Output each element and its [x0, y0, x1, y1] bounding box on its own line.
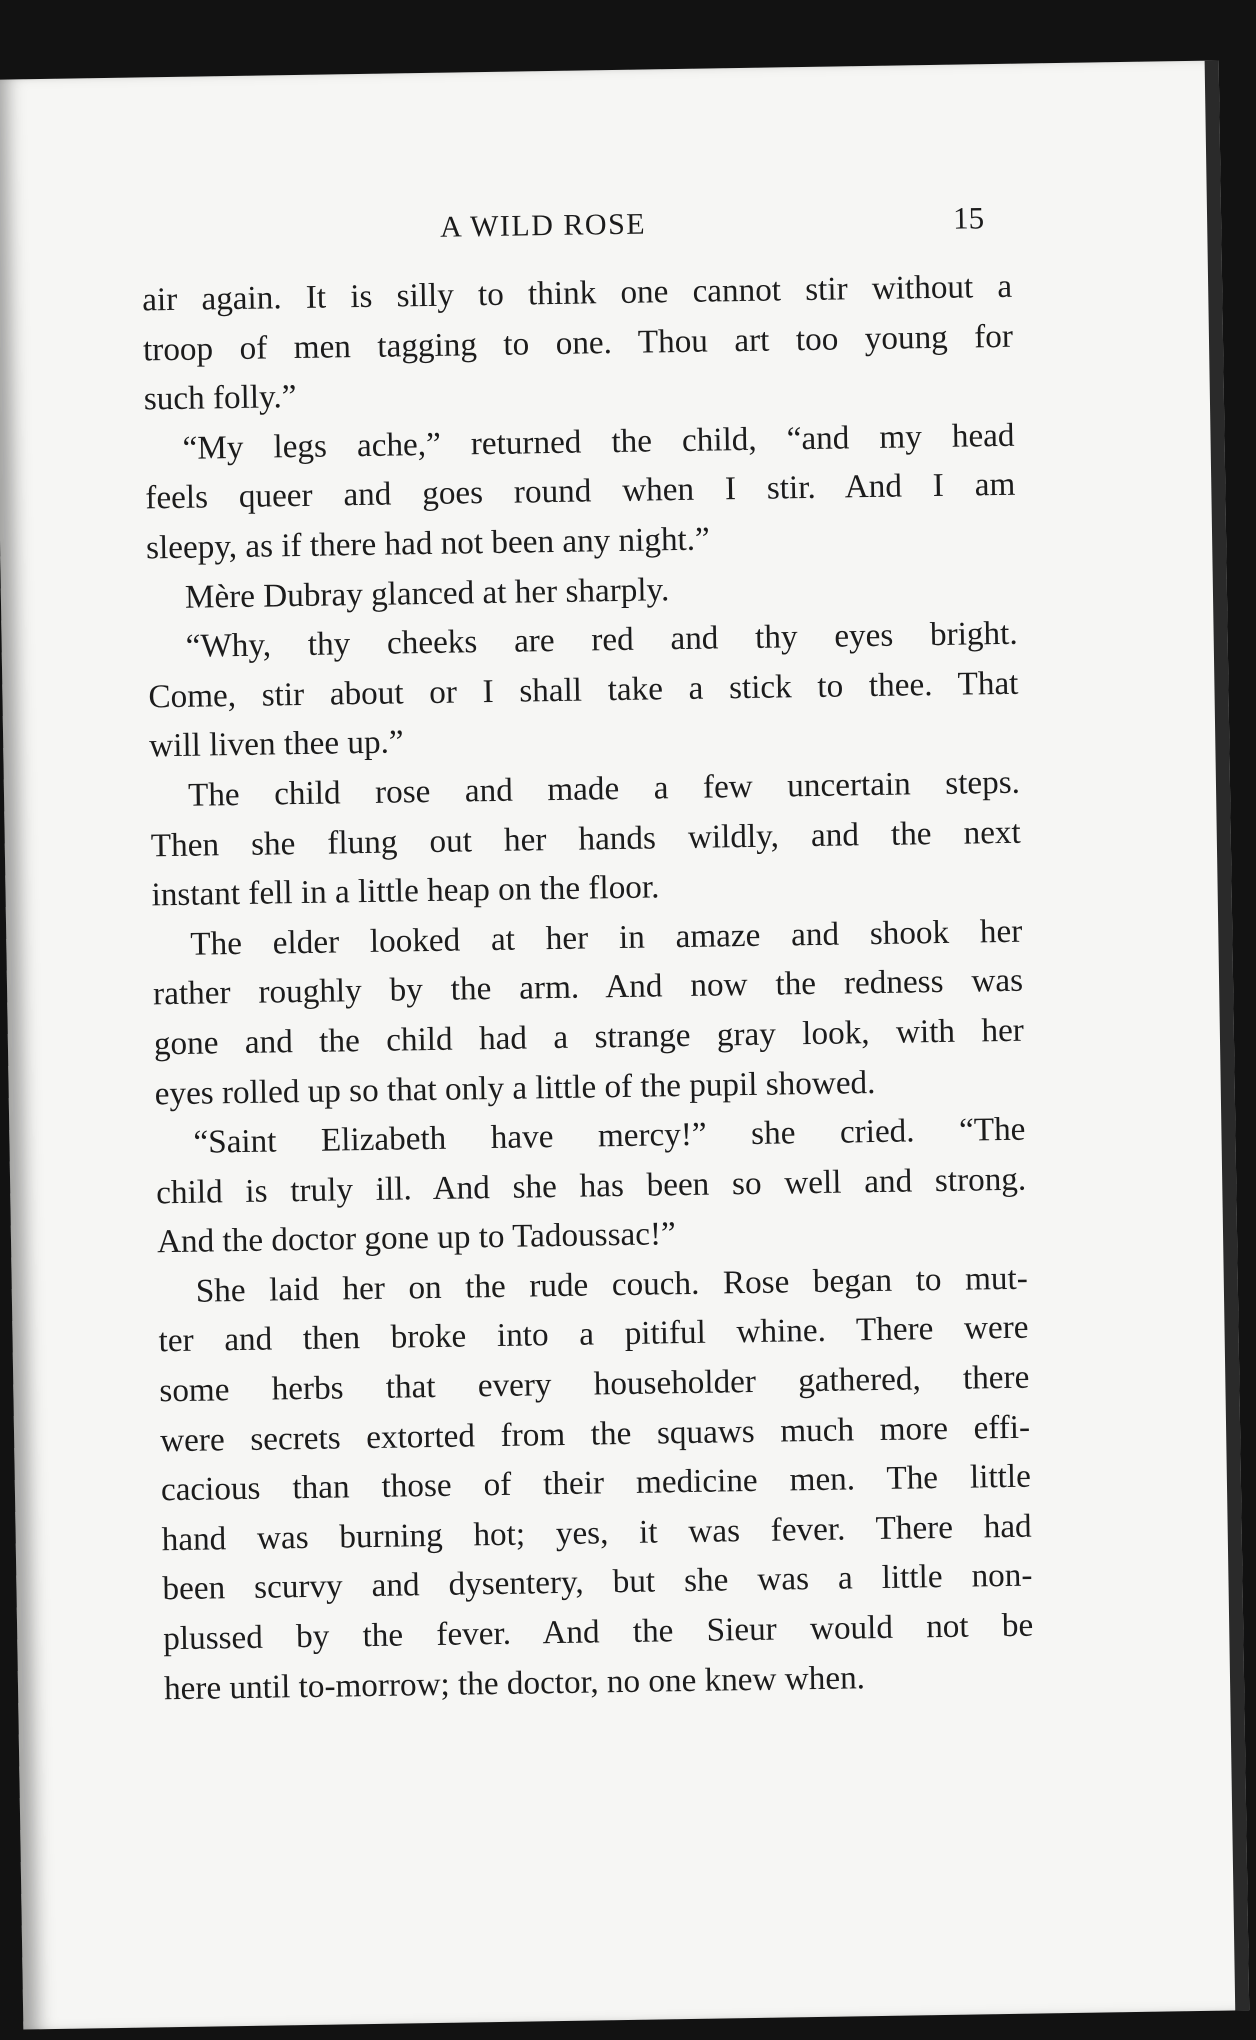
text-line: And the doctor gone up to Tadoussac!” — [156, 1215, 676, 1261]
text-line: here until to-morrow; the doctor, no one knew when. — [163, 1658, 866, 1707]
text-line: She laid her on the rude couch. Rose began to mut- — [195, 1259, 1029, 1310]
text-line: plussed by the fever. And the Sieur would not be — [162, 1606, 1034, 1658]
text-line: The elder looked at her in amaze and shook her — [190, 912, 1023, 963]
text-line: such folly.” — [143, 378, 297, 418]
text-line: The child rose and made a few uncertain steps. — [187, 763, 1021, 814]
text-line: feels queer and goes round when I stir. And I am — [145, 466, 1016, 517]
text-line: gone and the child had a strange gray look, with her — [153, 1011, 1025, 1063]
text-line: some herbs that every householder gathered, there — [159, 1358, 1030, 1410]
text-line: been scurvy and dysentery, but she was a little non- — [162, 1557, 1033, 1608]
text-line: air again. It is silly to think one cannot stir without a — [141, 267, 1013, 319]
text-line: troop of men tagging to one. Thou art too young for — [142, 317, 1014, 369]
text-line: “Why, thy cheeks are red and thy eyes bright. — [185, 614, 1018, 665]
text-line: rather roughly by the arm. And now the redness was — [152, 961, 1024, 1013]
text-line: eyes rolled up so that only a little of the pupil showed. — [154, 1063, 876, 1112]
text-line: ter and then broke into a pitiful whine. There were — [158, 1309, 1029, 1360]
text-line: “Saint Elizabeth have mercy!” she cried. “The — [193, 1110, 1026, 1161]
text-line: hand was burning hot; yes, it was fever. There had — [161, 1507, 1032, 1559]
text-line: will liven thee up.” — [148, 723, 404, 765]
body-text — [142, 262, 1034, 1714]
text-line: sleepy, as if there had not been any night.” — [145, 520, 711, 567]
page-number: 15 — [952, 200, 985, 236]
text-line: Mère Dubray glanced at her sharply. — [184, 570, 670, 616]
text-line: instant fell in a little heap on the floor. — [151, 868, 660, 914]
book-page — [0, 60, 1249, 2029]
text-line: Come, stir about or I shall take a stick to thee. That — [148, 664, 1019, 716]
text-line: cacious than those of their medicine men. The little — [160, 1457, 1032, 1509]
text-line: Then she flung out her hands wildly, and the next — [150, 813, 1021, 864]
text-line: “My legs ache,” returned the child, “and my head — [182, 416, 1015, 467]
running-head: A WILD ROSE — [439, 207, 647, 244]
page-edge — [1205, 60, 1250, 2010]
text-line: were secrets extorted from the squaws much more effi- — [159, 1408, 1031, 1459]
text-line: child is truly ill. And she has been so well and strong. — [155, 1160, 1027, 1212]
